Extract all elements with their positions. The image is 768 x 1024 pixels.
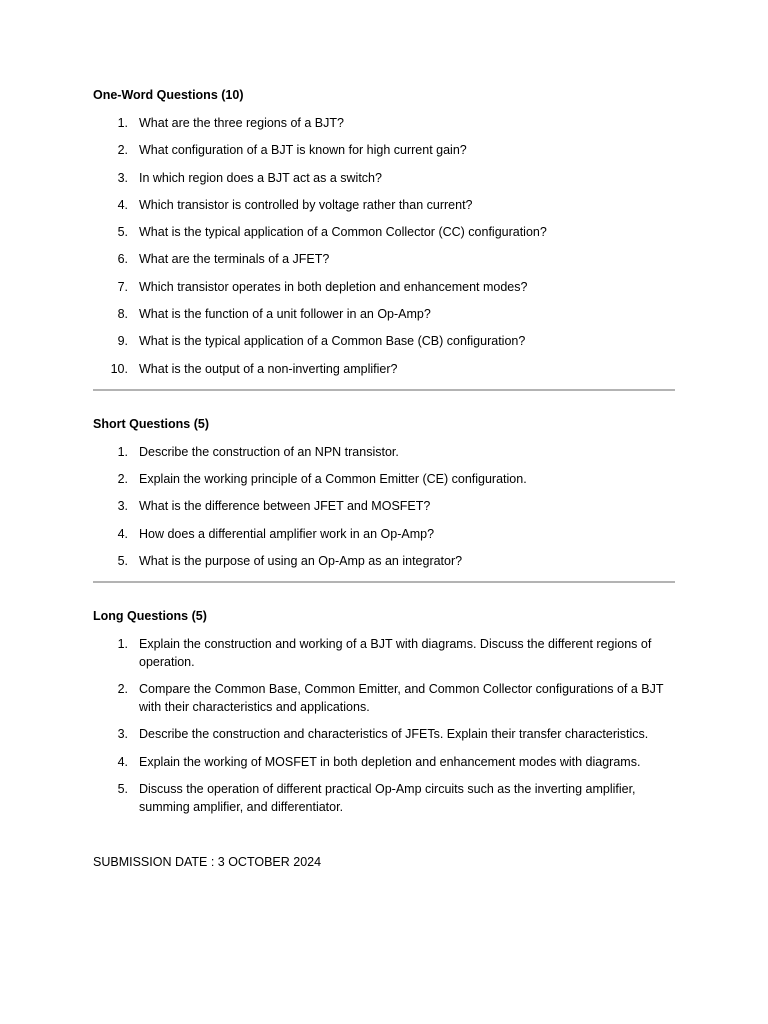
question-number: 2. [117, 143, 128, 158]
list-item [93, 114, 675, 132]
question-number: 4. [117, 754, 128, 769]
question-text: Discuss the operation of different practical Op-Amp circuits such as the inverting amplifier, summing amplifier, and differentiator. [139, 782, 636, 815]
section-divider [93, 389, 675, 391]
list-item [93, 635, 675, 671]
list-item [93, 169, 675, 187]
list-item [93, 223, 675, 241]
question-number: 3. [117, 499, 128, 514]
list-item [93, 278, 675, 296]
question-number: 3. [117, 727, 128, 742]
question-text: Explain the working principle of a Common Emitter (CE) configuration. [139, 471, 527, 486]
list-item [93, 250, 675, 268]
list-item [93, 443, 675, 461]
question-text: What configuration of a BJT is known for high current gain? [139, 143, 467, 158]
question-number: 1. [117, 636, 128, 651]
document-page [93, 86, 675, 871]
short-question-list [93, 443, 675, 570]
question-text: What is the function of a unit follower in an Op-Amp? [139, 307, 431, 322]
list-item [93, 497, 675, 515]
question-number: 4. [117, 197, 128, 212]
section-divider [93, 581, 675, 583]
list-item [93, 753, 675, 771]
submission-date: SUBMISSION DATE : 3 OCTOBER 2024 [93, 855, 322, 870]
one-word-question-list [93, 114, 675, 378]
list-item [93, 525, 675, 543]
question-number: 10. [110, 361, 128, 376]
question-text: What are the terminals of a JFET? [139, 252, 330, 267]
section-title-short: Short Questions (5) [93, 416, 209, 431]
question-number: 2. [117, 471, 128, 486]
question-text: Describe the construction and characteristics of JFETs. Explain their transfer characteristics. [139, 727, 649, 742]
question-text: Which transistor is controlled by voltage rather than current? [139, 197, 473, 212]
question-text: What is the typical application of a Common Base (CB) configuration? [139, 334, 526, 349]
question-text: Explain the construction and working of a BJT with diagrams. Discuss the different regions of operation. [139, 636, 652, 669]
question-number: 8. [117, 307, 128, 322]
question-text: In which region does a BJT act as a switch? [139, 170, 382, 185]
question-text: What is the difference between JFET and MOSFET? [139, 499, 431, 514]
section-title-long: Long Questions (5) [93, 608, 207, 623]
question-text: Describe the construction of an NPN transistor. [139, 444, 399, 459]
list-item [93, 552, 675, 570]
question-text: Explain the working of MOSFET in both depletion and enhancement modes with diagrams. [139, 754, 641, 769]
list-item [93, 360, 675, 378]
question-text: Compare the Common Base, Common Emitter, and Common Collector configurations of a BJT with their characteristics and applications. [139, 682, 664, 715]
question-number: 5. [117, 225, 128, 240]
question-number: 5. [117, 782, 128, 797]
question-number: 6. [117, 252, 128, 267]
question-text: What is the output of a non-inverting amplifier? [139, 361, 398, 376]
question-number: 2. [117, 682, 128, 697]
question-number: 1. [117, 444, 128, 459]
question-text: How does a differential amplifier work in an Op-Amp? [139, 526, 435, 541]
question-number: 7. [117, 279, 128, 294]
question-text: What is the purpose of using an Op-Amp as an integrator? [139, 553, 463, 568]
question-number: 1. [117, 116, 128, 130]
question-number: 5. [117, 553, 128, 568]
list-item [93, 470, 675, 488]
long-question-list [93, 635, 675, 816]
question-text: What is the typical application of a Common Collector (CC) configuration? [139, 225, 547, 240]
question-text: What are the three regions of a BJT? [139, 116, 344, 130]
question-number: 4. [117, 526, 128, 541]
section-title-one-word: One-Word Questions (10) [93, 88, 244, 102]
list-item [93, 141, 675, 159]
list-item [93, 680, 675, 716]
list-item [93, 780, 675, 816]
list-item [93, 305, 675, 323]
list-item [93, 725, 675, 743]
question-number: 3. [117, 170, 128, 185]
list-item [93, 196, 675, 214]
question-number: 9. [117, 334, 128, 349]
list-item [93, 332, 675, 350]
question-text: Which transistor operates in both depletion and enhancement modes? [139, 279, 528, 294]
